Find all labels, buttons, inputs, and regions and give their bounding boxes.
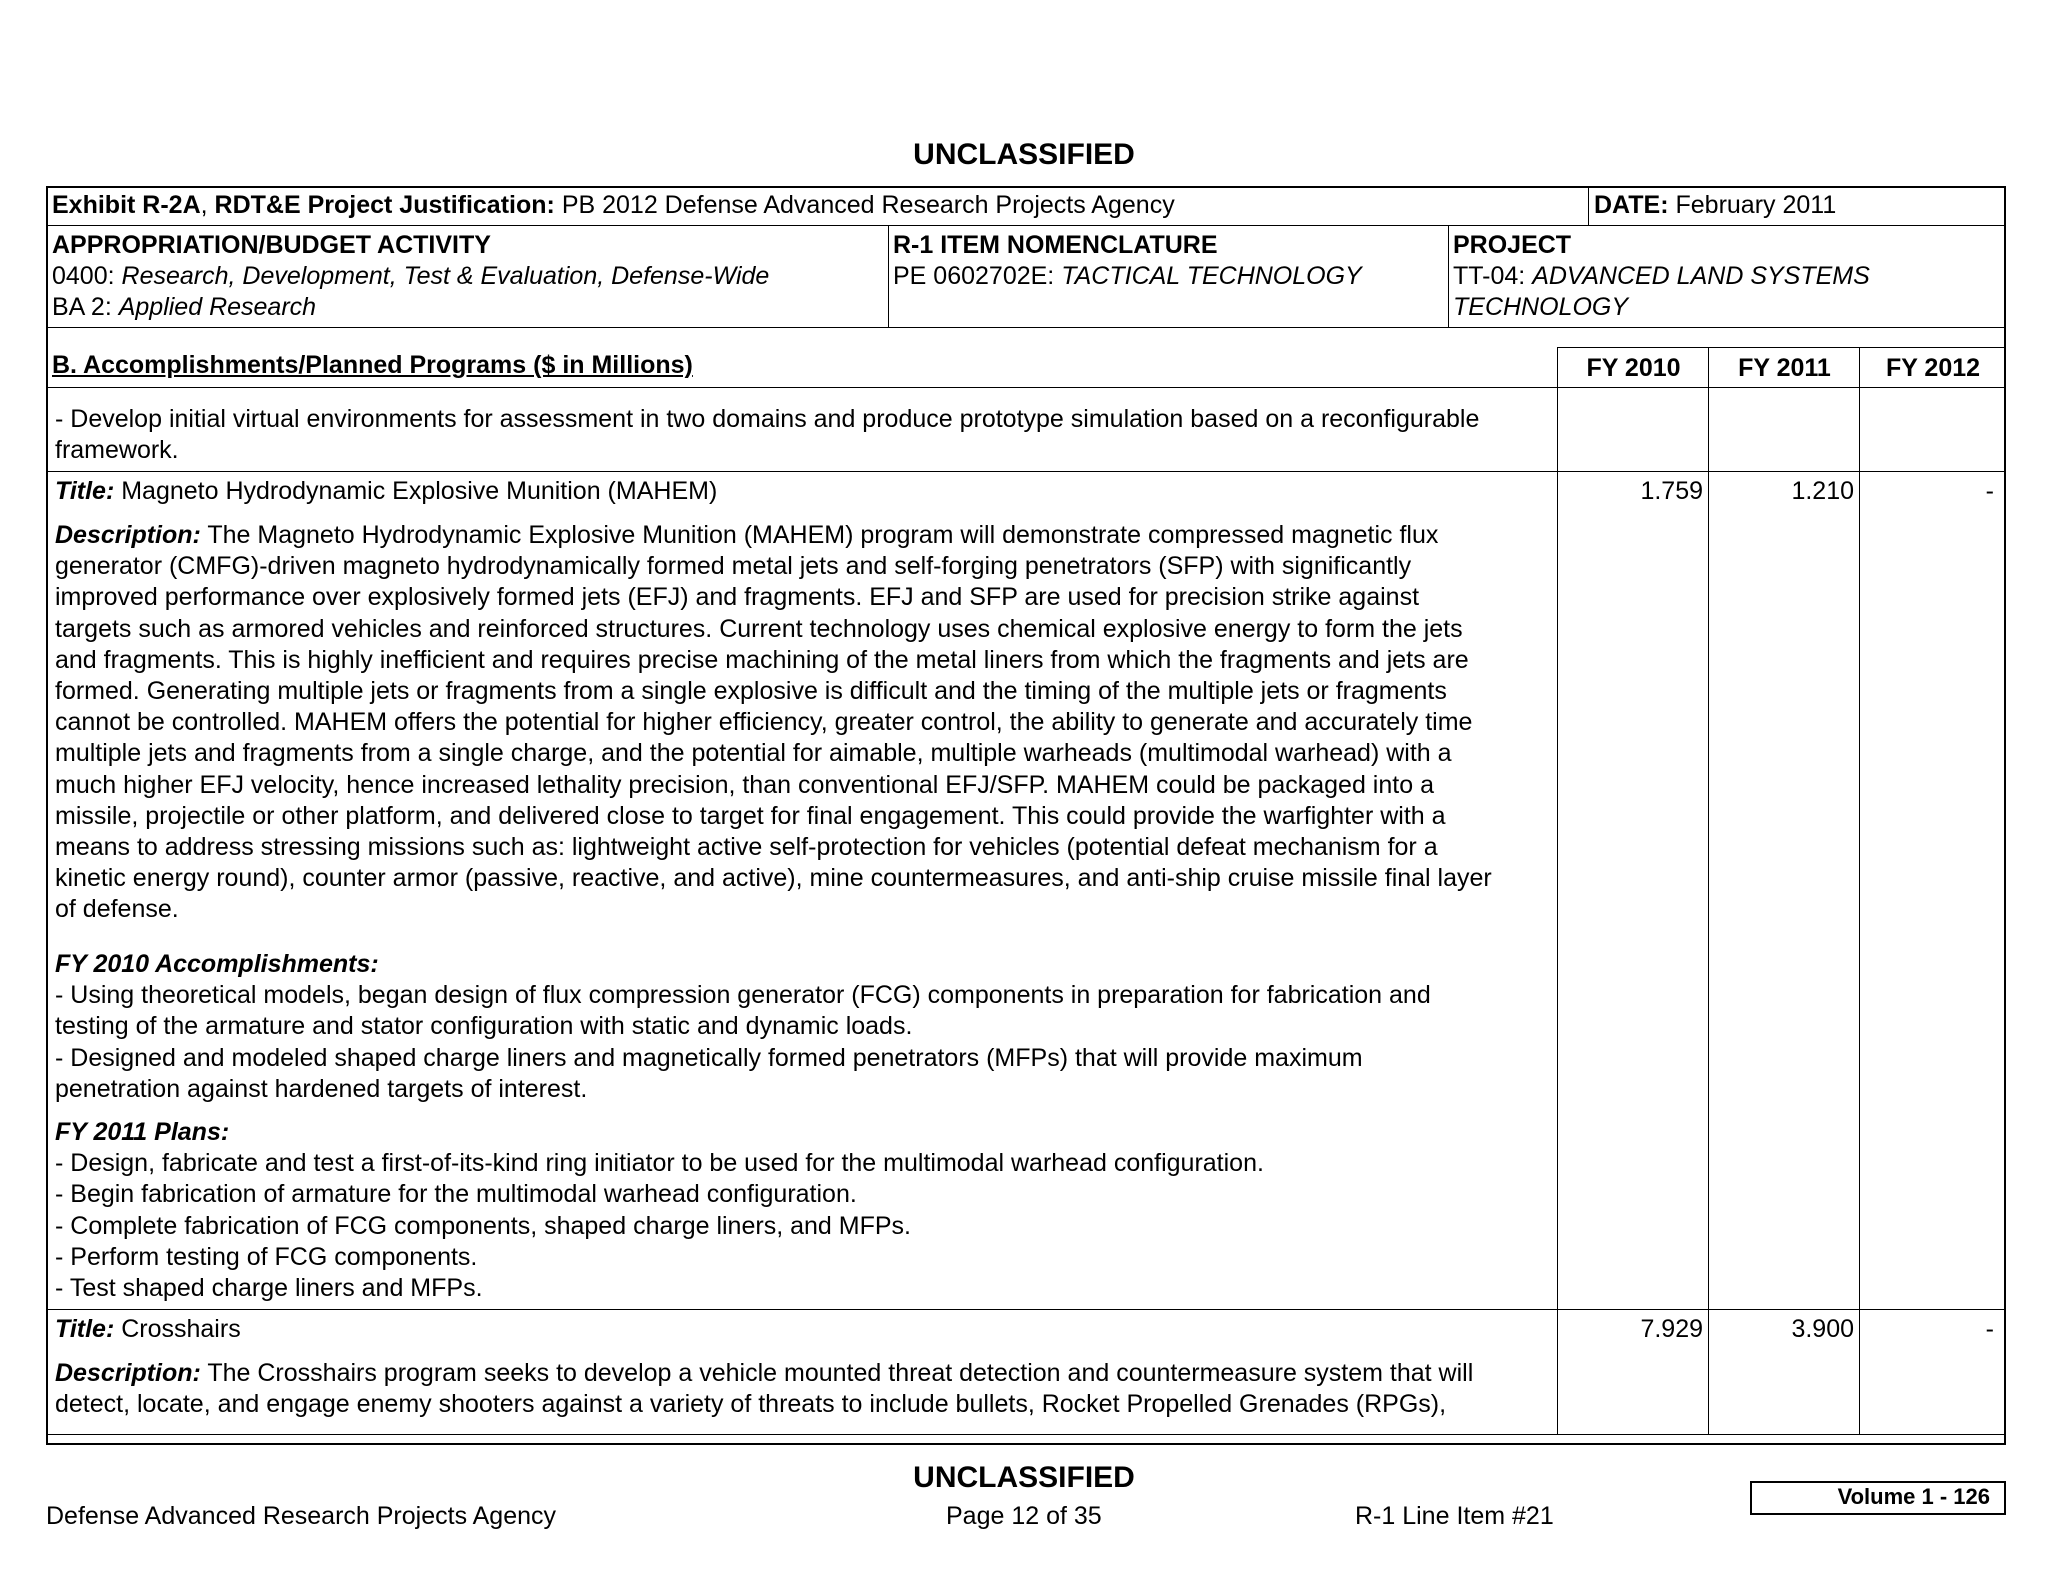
row-divider-mahem [46,1309,2006,1310]
crosshairs-fy2011-value: 3.900 [1791,1315,1854,1343]
carryover-line: - Develop initial virtual environments for assessment in two domains and produce prototype simulation based on a reconfigurable [55,405,1480,433]
description-line: kinetic energy round), counter armor (passive, reactive, and active), mine countermeasures, and anti-ship cruise missile final layer [55,864,1492,893]
project-line1 [1453,261,1870,292]
description-line [55,520,1555,551]
date-line [1594,190,1836,221]
exhibit-label: Exhibit R-2A [52,191,201,219]
r1-divider [888,225,889,328]
fy2011-line: - Begin fabrication of armature for the multimodal warhead configuration. [55,1180,857,1209]
frame-left [46,186,48,1445]
col-divider-2 [1708,347,1709,1435]
fy2010-line: - Designed and modeled shaped charge liners and magnetically formed penetrators (MFPs) that will provide maximum [55,1043,1363,1072]
header-row2-divider [46,327,2006,328]
exhibit-line: Exhibit R-2A, RDT&E Project Justification: PB 2012 Defense Advanced Research Projects Agency [52,191,1175,219]
fy2010-line: penetration against hardened targets of interest. [55,1074,588,1103]
mahem-description [55,520,1555,926]
frame-top [46,186,2006,188]
r1-code: PE 0602702E: [893,262,1055,290]
description-line: and fragments. This is highly inefficient and requires precise machining of the metal liners from which the fragments and jets are [55,645,1469,674]
description-line: generator (CMFG)-driven magneto hydrodynamically formed metal jets and self-forging penetrators (SFP) with significantly [55,552,1412,581]
crosshairs-description-label: Description: [55,1359,201,1387]
header-row1-divider [46,225,2006,226]
date-label: DATE: [1594,191,1669,219]
fy-2010-header: FY 2010 [1586,354,1681,382]
project-name-1: ADVANCED LAND SYSTEMS [1532,262,1870,290]
col-divider-3 [1859,347,1860,1435]
fy2010-line: testing of the armature and stator configuration with static and dynamic loads. [55,1012,913,1041]
description-text: The Crosshairs program seeks to develop a vehicle mounted threat detection and countermeasure system that will [200,1359,1474,1387]
classification-bottom: UNCLASSIFIED [913,1461,1135,1494]
description-text: The Magneto Hydrodynamic Explosive Munition (MAHEM) program will demonstrate compressed magnetic flux [200,521,1439,549]
mahem-fy2012-value: - [1985,477,1994,505]
fy2010-heading: FY 2010 Accomplishments: [55,950,379,978]
ba-code: BA 2: [52,293,112,321]
fy2011-line: - Test shaped charge liners and MFPs. [55,1274,483,1303]
mahem-fy2011-section [55,1117,1555,1304]
description-line: improved performance over explosively formed jets (EFJ) and fragments. EFJ and SFP are used for precision strike against [55,583,1420,612]
description-line [55,1358,1555,1389]
section-heading: B. Accomplishments/Planned Programs ($ in Millions) [52,351,693,379]
mahem-fy2011-value: 1.210 [1791,477,1854,505]
description-line: formed. Generating multiple jets or fragments from a single explosive is difficult and the timing of the multiple jets or fragments [55,677,1447,706]
date-value: February 2011 [1675,191,1837,219]
crosshairs-title [55,1314,241,1345]
description-line: cannot be controlled. MAHEM offers the potential for higher efficiency, greater control, the ability to generate and accurately time [55,708,1473,737]
project-code: TT-04: [1453,262,1526,290]
rdte-value: PB 2012 Defense Advanced Research Projects Agency [561,191,1175,219]
mahem-description-label: Description: [55,521,201,549]
appropriation-code: 0400: [52,262,115,290]
crosshairs-fy2010-value: 7.929 [1640,1315,1703,1343]
description-line: means to address stressing missions such as: lightweight active self-protection for vehicles (potential defeat mechanism for a [55,833,1438,862]
project-name-2: TECHNOLOGY [1453,293,1629,321]
frame-bottom [46,1443,2006,1445]
fy2010-line: - Using theoretical models, began design of flux compression generator (FCG) components in preparation for fabrication and [55,981,1431,1010]
fy-2011-header: FY 2011 [1738,354,1831,382]
description-line: detect, locate, and engage enemy shooters against a variety of threats to include bullets, Rocket Propelled Grenades (RPGs), [55,1390,1447,1419]
frame-bottom-inner [46,1434,2006,1435]
crosshairs-title-label: Title: [55,1315,115,1343]
carryover-line: framework. [55,436,179,465]
footer-page: Page 12 of 35 [946,1502,1102,1530]
classification-top: UNCLASSIFIED [913,138,1135,171]
fy2011-heading: FY 2011 Plans: [55,1118,230,1146]
description-line: multiple jets and fragments from a single charge, and the potential for aimable, multiple warheads (multimodal warhead) with a [55,739,1452,768]
footer-line-item: R-1 Line Item #21 [1355,1502,1554,1530]
description-line: targets such as armored vehicles and reinforced structures. Current technology uses chemical explosive energy to form the jets [55,614,1463,643]
mahem-title-value: Magneto Hydrodynamic Explosive Munition (MAHEM) [121,477,718,505]
crosshairs-description [55,1358,1555,1420]
fy-header-bottom [46,387,2006,388]
mahem-fy2010-section [55,949,1555,1105]
description-line: much higher EFJ velocity, hence increased lethality precision, than conventional EFJ/SFP. MAHEM could be packaged into a [55,770,1434,799]
crosshairs-title-value: Crosshairs [121,1315,241,1343]
fy2011-line: - Complete fabrication of FCG components, shaped charge liners, and MFPs. [55,1211,911,1240]
fy2011-line: - Perform testing of FCG components. [55,1242,478,1271]
footer-agency: Defense Advanced Research Projects Agency [46,1502,557,1530]
col-divider-1 [1557,347,1558,1435]
footer-volume: Volume 1 - 126 [1750,1481,2006,1515]
project-divider [1448,225,1449,328]
appropriation-name: Research, Development, Test & Evaluation, Defense-Wide [121,262,770,290]
mahem-fy2010-value: 1.759 [1640,477,1703,505]
ba-name: Applied Research [118,293,317,321]
fy-header-top [1557,347,2006,348]
carryover-text [55,404,1555,466]
ba-line [52,292,316,323]
mahem-title-label: Title: [55,477,115,505]
date-divider [1588,186,1589,226]
crosshairs-fy2012-value: - [1985,1315,1994,1343]
description-line: of defense. [55,895,179,924]
appropriation-label: APPROPRIATION/BUDGET ACTIVITY [52,231,491,259]
r1-name: TACTICAL TECHNOLOGY [1061,262,1362,290]
row-divider-carryover [46,471,2006,472]
description-line: missile, projectile or other platform, and delivered close to target for final engagement. This could provide the warfighter with a [55,801,1446,830]
appropriation-line [52,261,769,292]
r1-label: R-1 ITEM NOMENCLATURE [893,231,1218,259]
r1-line [893,261,1362,292]
project-label: PROJECT [1453,231,1572,259]
fy2011-line: - Design, fabricate and test a first-of-its-kind ring initiator to be used for the multimodal warhead configuration. [55,1149,1264,1178]
mahem-title [55,476,717,507]
fy-2012-header: FY 2012 [1885,354,1981,382]
rdte-label: RDT&E Project Justification: [214,191,555,219]
